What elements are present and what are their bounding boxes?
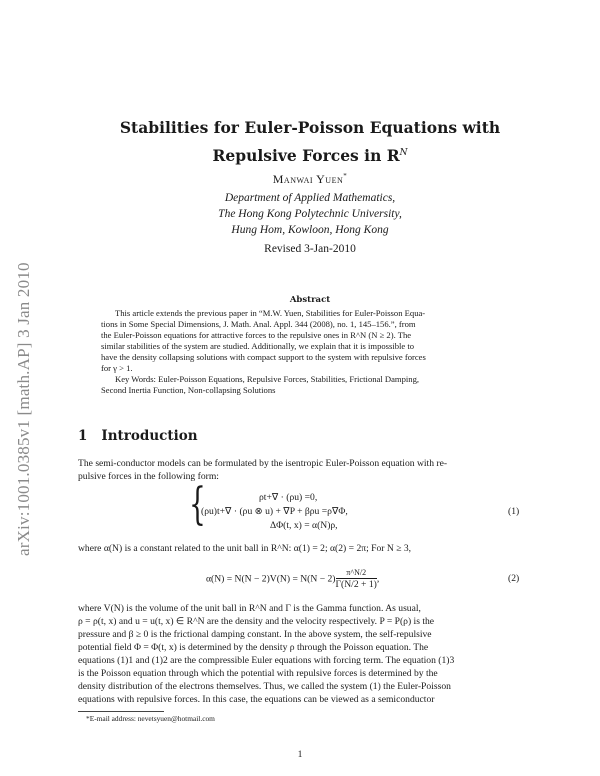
abstract-line-2: tions in Some Special Dimensions, J. Math. Anal. Appl. 344 (2008), no. 1, 145–156.”, from: [101, 319, 416, 329]
equation-2-lhs: α(N) = N(N − 2)V(N) = N(N − 2): [206, 573, 336, 585]
paper-title-line-1: Stabilities for Euler-Poisson Equations with: [119, 118, 501, 137]
body-line-2: pulsive forces in the following form:: [78, 471, 219, 482]
affiliation-line-3: Hung Hom, Kowloon, Hong Kong: [231, 224, 389, 236]
body-line-5: ρ = ρ(t, x) and u = u(t, x) ∈ R^N are the density and the velocity respectively. P = P(ρ) is the: [78, 616, 435, 627]
author-text: Manwai Yuen: [272, 172, 344, 186]
section-heading: [78, 428, 198, 444]
equation-1-line-2: (ρu)t+∇ · (ρu ⊗ u) + ∇P + βρu =ρ∇Φ,: [201, 506, 348, 517]
body-line-8: equations (1)1 and (1)2 are the compressible Euler equations with forcing term. The equation (1)3: [78, 655, 455, 666]
arxiv-stamp: arXiv:1001.0385v1 [math.AP] 3 Jan 2010: [14, 262, 33, 556]
equation-2-number: (2): [508, 573, 520, 584]
section-title: Introduction: [101, 428, 198, 444]
equation-2-numerator: π^N/2: [336, 568, 377, 579]
abstract-keywords-line-2: Second Inertia Function, Non-collapsing Solutions: [101, 385, 276, 395]
abstract-line-6: for γ > 1.: [101, 363, 133, 373]
author-name: [60, 172, 560, 187]
body-line-9: is the Poisson equation through which the potential with repulsive forces is determined by the: [78, 668, 438, 679]
body-line-4: where V(N) is the volume of the unit ball in R^N and Γ is the Gamma function. As usual,: [78, 603, 421, 614]
affiliation-line-2: The Hong Kong Polytechnic University,: [218, 208, 402, 220]
equation-1-line-1: ρt+∇ · (ρu) =0,: [259, 492, 318, 503]
body-line-1: The semi-conductor models can be formulated by the isentropic Euler-Poisson equation with re-: [78, 458, 448, 469]
equation-brace: {: [189, 479, 206, 530]
abstract-line-4: similar stabilities of the system are studied. Additionally, we explain that it is impossible to: [101, 341, 415, 351]
abstract-line-5: have the density collapsing solutions with compact support to the system with repulsive forces: [101, 352, 426, 362]
title-superscript: N: [399, 148, 408, 158]
section-number: 1: [78, 428, 88, 444]
affiliation-line-1: Department of Applied Mathematics,: [224, 192, 396, 204]
body-line-10: density distribution of the electrons themselves. Thus, we called the system (1) the Euler-Poisson: [78, 681, 451, 692]
title-text: Repulsive Forces in R: [212, 146, 400, 166]
equation-1-line-3: ΔΦ(t, x) = α(N)ρ,: [270, 520, 338, 531]
equation-2-tail: ,: [376, 573, 380, 585]
body-line-3: where α(N) is a constant related to the unit ball in R^N: α(1) = 2; α(2) = 2π; For N ≥ 3,: [78, 543, 412, 554]
body-line-6: pressure and β ≥ 0 is the frictional damping constant. In the above system, the self-repulsive: [78, 629, 432, 640]
paper-title-line-2: [60, 141, 560, 168]
equation-1-number: (1): [508, 506, 520, 517]
equation-2: [206, 568, 379, 591]
body-line-11: equations with repulsive forces. In this case, the equations can be viewed as a semiconductor: [78, 694, 435, 705]
author-footnote-mark: *: [343, 172, 348, 180]
revision-date: Revised 3-Jan-2010: [264, 243, 356, 255]
page-number: 1: [297, 749, 303, 760]
footnote: *E-mail address: nevetsyuen@hotmail.com: [86, 714, 215, 723]
abstract-keywords-line-1: Key Words: Euler-Poisson Equations, Repulsive Forces, Stabilities, Frictional Damping,: [115, 374, 420, 384]
equation-2-fraction: [335, 568, 380, 591]
abstract-line-1: This article extends the previous paper in “M.W. Yuen, Stabilities for Euler-Poisson Equa-: [115, 308, 426, 318]
abstract-line-3: the Euler-Poisson equations for attractive forces to the repulsive ones in R^N (N ≥ 2). The: [101, 330, 412, 340]
equation-2-denominator: Γ(N/2 + 1): [335, 579, 377, 590]
body-line-7: potential field Φ = Φ(t, x) is determined by the density ρ through the Poisson equation. The: [78, 642, 429, 653]
abstract-heading: Abstract: [289, 295, 331, 305]
footnote-rule: [78, 711, 164, 712]
